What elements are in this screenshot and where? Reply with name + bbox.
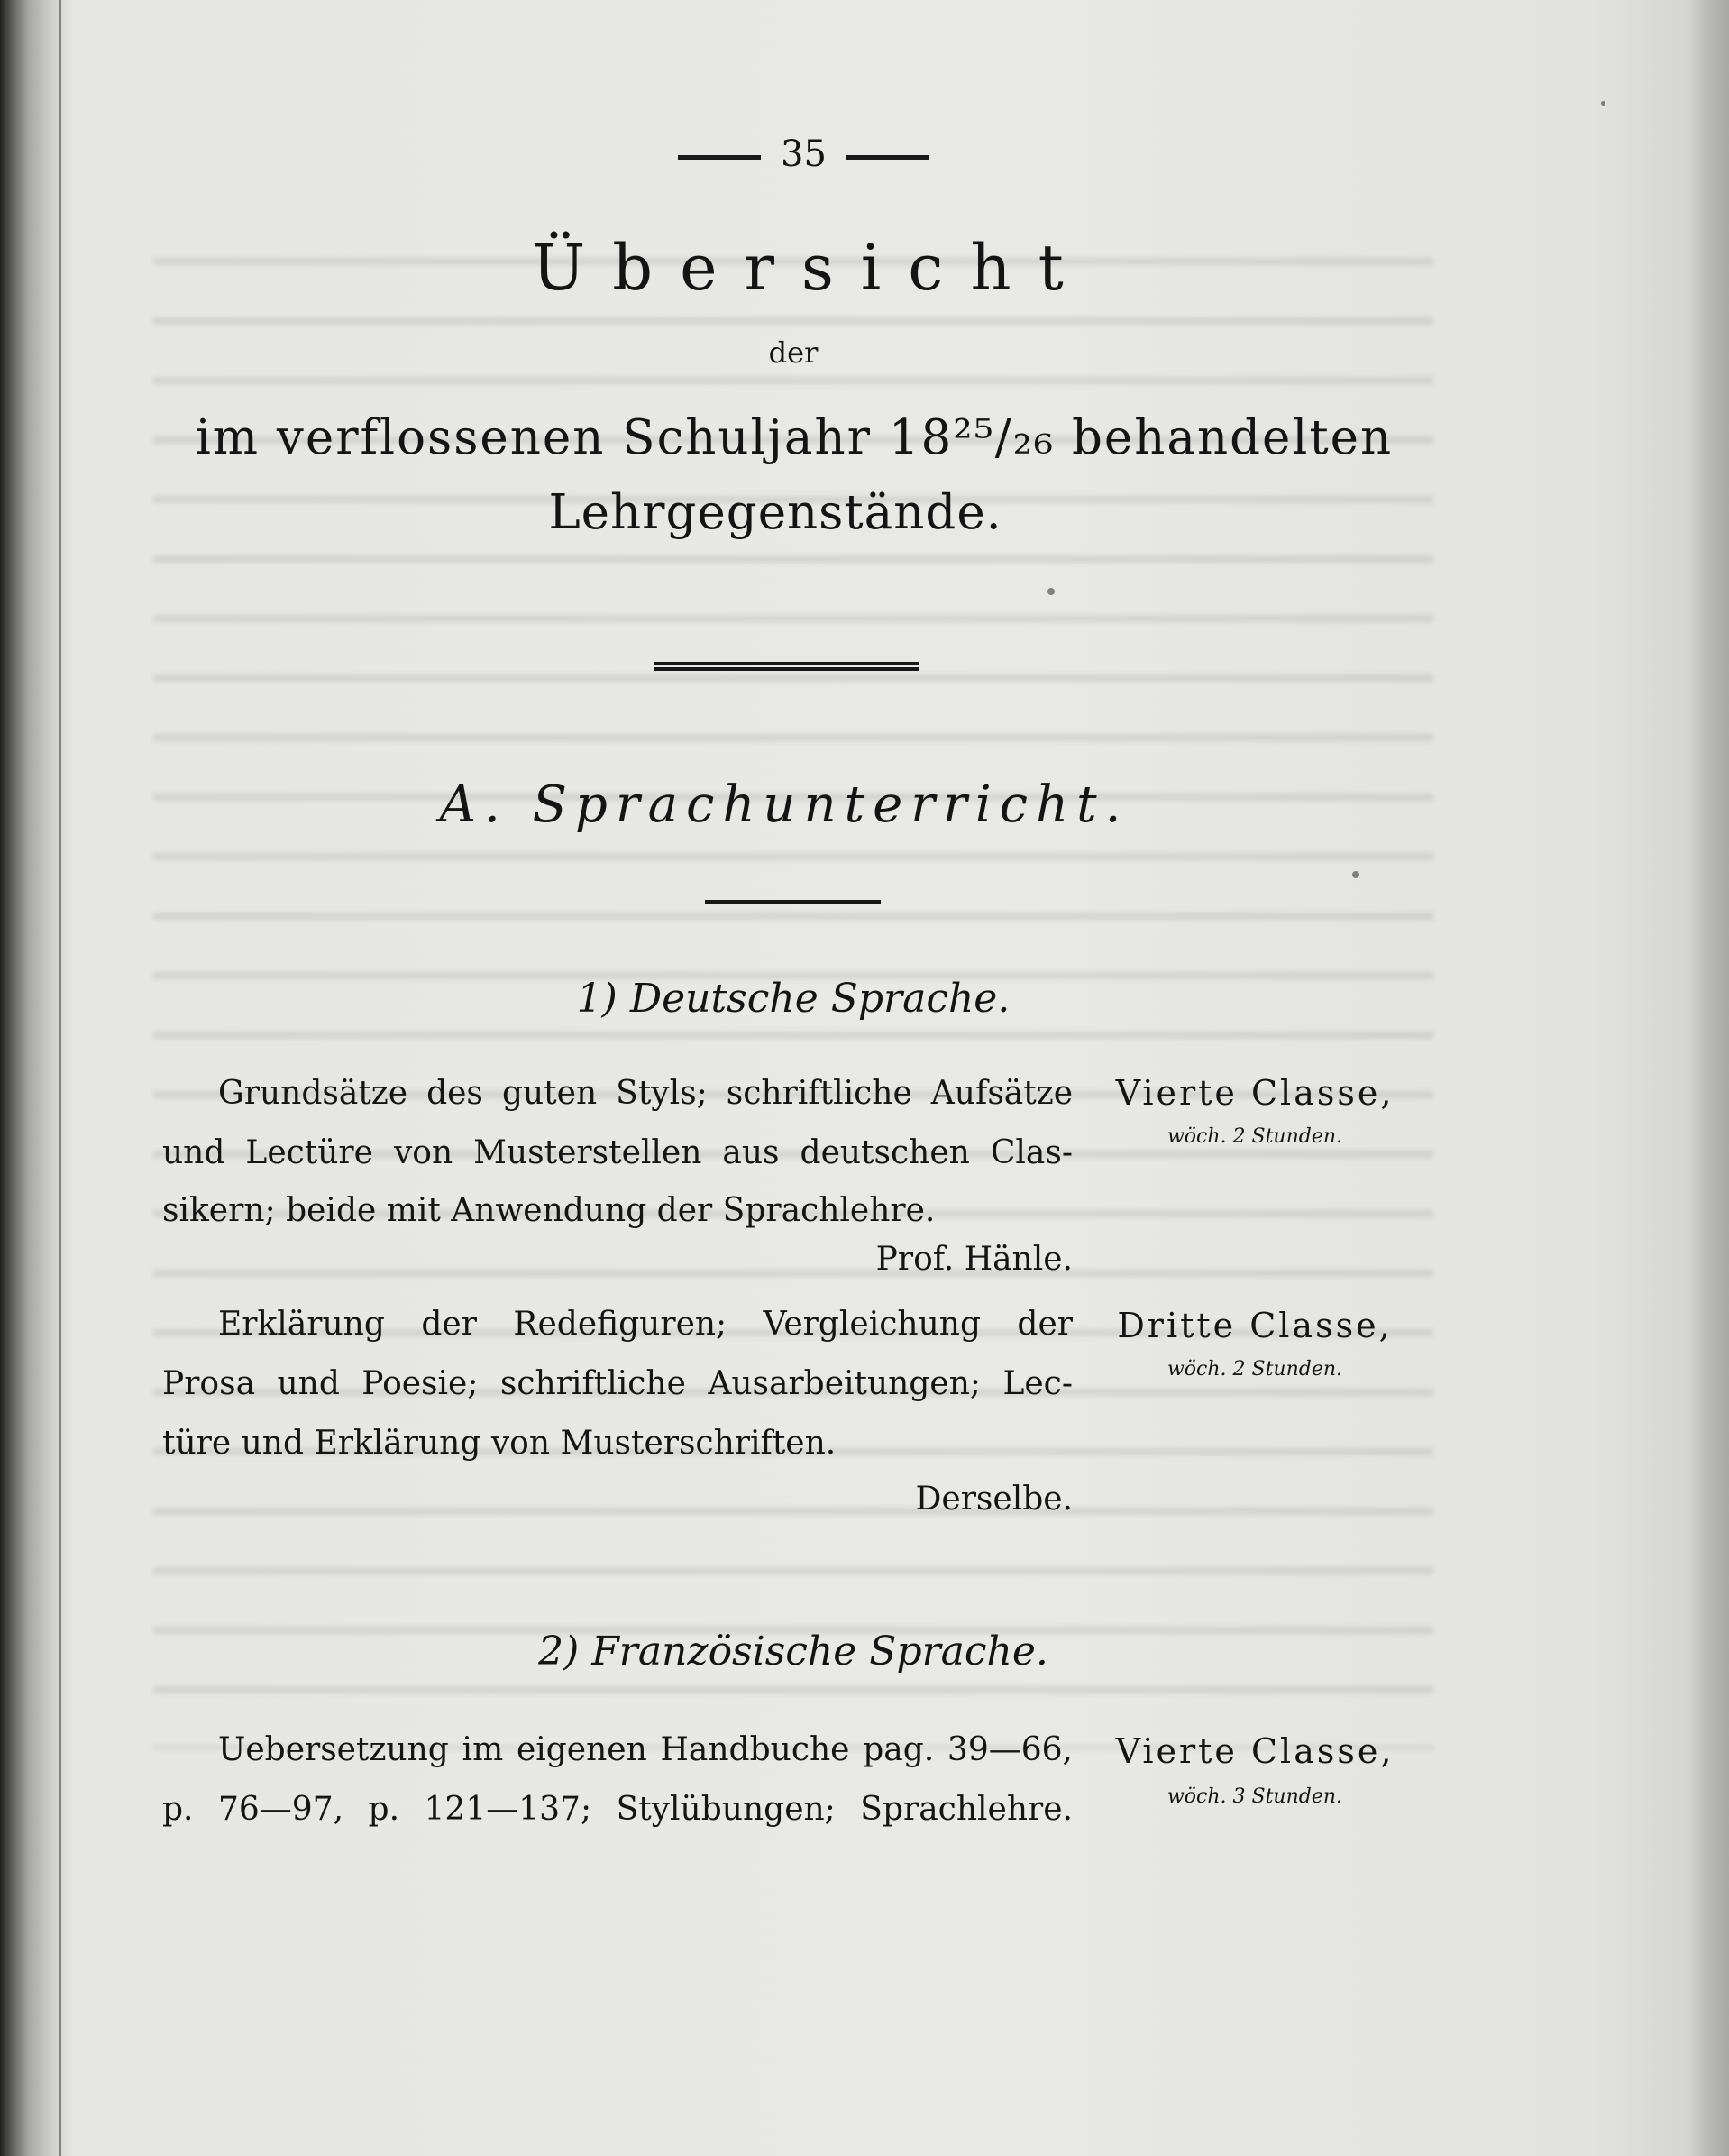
dash-right (846, 155, 929, 160)
section-heading: A. Sprachunterricht. (439, 775, 1130, 834)
entry-text-line: Grundsätze des guten Styls; schriftliche Aufsätze (218, 1075, 1073, 1112)
ink-speck (1047, 588, 1055, 595)
entry-text-line: p. 76—97, p. 121—137; Stylübungen; Sprachlehre. (162, 1791, 1073, 1828)
class-label: Vierte Classe, (1115, 1731, 1395, 1771)
entry-text-line: und Lectüre von Musterstellen aus deutschen Clas- (162, 1134, 1073, 1171)
class-label: Dritte Classe, (1117, 1306, 1393, 1345)
subtitle-line-2: Lehrgegenstände. (548, 485, 1002, 540)
weekly-hours: wöch. 3 Stunden. (1166, 1785, 1343, 1808)
entry-text-line: sikern; beide mit Anwendung der Sprachlehre. (162, 1192, 936, 1229)
subtitle-line-1: im verflossenen Schuljahr 18²⁵/₂₆ behandelten (195, 410, 1394, 465)
weekly-hours: wöch. 2 Stunden. (1166, 1125, 1343, 1148)
subsection-heading-german: 1) Deutsche Sprache. (576, 976, 1011, 1022)
double-rule-divider (654, 662, 919, 671)
title-connector: der (768, 335, 819, 370)
entry-text-line: Uebersetzung im eigenen Handbuche pag. 39—66, (218, 1731, 1073, 1768)
page-number (658, 133, 919, 175)
page-number-text: 35 (781, 133, 827, 175)
ink-speck (1352, 871, 1359, 878)
entry-text-line: türe und Erklärung von Musterschriften. (162, 1425, 837, 1462)
dash-left (678, 155, 761, 160)
entry-text-line: Erklärung der Redefiguren; Vergleichung der (218, 1306, 1073, 1343)
entry-text-line: Prosa und Poesie; schriftliche Ausarbeitungen; Lec- (162, 1365, 1073, 1402)
rule-divider (705, 900, 881, 904)
subsection-heading-french: 2) Französische Sprache. (538, 1628, 1048, 1674)
weekly-hours: wöch. 2 Stunden. (1166, 1358, 1343, 1381)
teacher-name: Prof. Hänle. (875, 1241, 1073, 1278)
teacher-name: Derselbe. (915, 1481, 1073, 1518)
ink-speck (1601, 101, 1606, 106)
class-label: Vierte Classe, (1115, 1073, 1395, 1113)
page-title: Übersicht (532, 231, 1091, 305)
